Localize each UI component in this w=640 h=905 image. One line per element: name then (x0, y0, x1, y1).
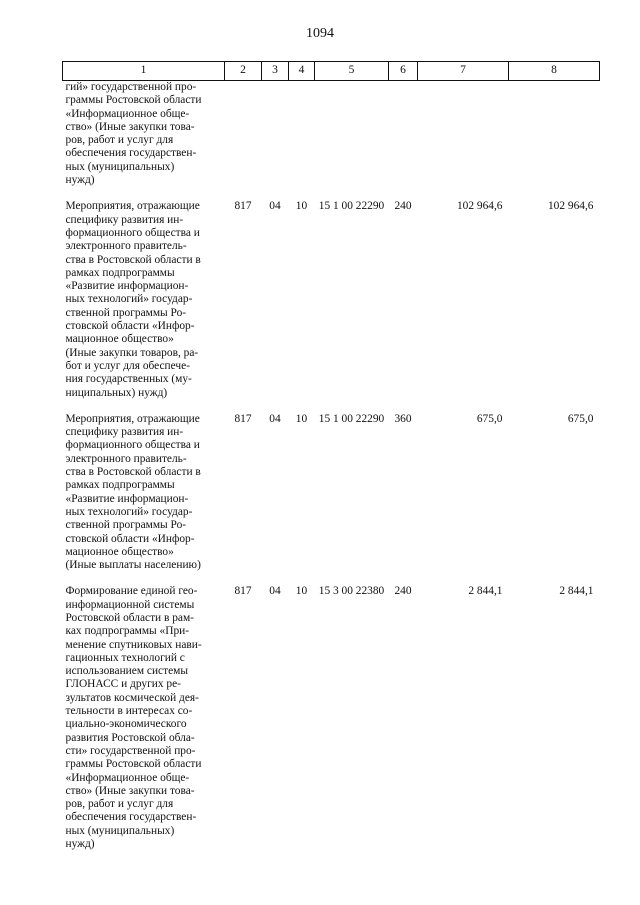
section-code: 04 (269, 412, 281, 425)
column-header: 6 (389, 62, 418, 81)
description-line: гационных технологий с (65, 651, 185, 664)
description-line: Мероприятия, отражающие (65, 200, 200, 213)
description-line: гий» государственной про- (65, 81, 197, 93)
amount-year-1 (418, 81, 509, 188)
description-line: бот и услуг для обеспече- (65, 359, 191, 372)
description-line: ния государственных (му- (65, 373, 192, 386)
subsection-code: 10 (295, 412, 308, 425)
expense-type-code: 240 (394, 585, 412, 598)
description-line: граммы Ростовской области (65, 758, 202, 771)
description-line: формационного общества и (65, 439, 200, 452)
column-header: 4 (289, 62, 315, 81)
subsection-code: 10 (295, 200, 308, 213)
description-line: стовской области «Инфор- (65, 532, 195, 545)
expense-type-code: 360 (394, 412, 412, 425)
description-line: ственной программы Ро- (65, 519, 187, 532)
description-line: ства в Ростовской области в (65, 253, 201, 266)
description-line: электронного правитель- (65, 240, 187, 253)
description-line: ных (муниципальных) (65, 160, 175, 173)
page-number: 1094 (306, 26, 334, 41)
description-line: «Информационное обще- (65, 107, 190, 120)
description-line: ных технологий» государ- (65, 505, 193, 518)
expense-type-code (389, 81, 418, 188)
budget-table (62, 61, 600, 851)
ministry-code: 817 (234, 200, 252, 213)
description-line: ных технологий» государ- (65, 293, 193, 306)
description-line: стовской области «Инфор- (65, 320, 195, 333)
description-line: граммы Ростовской области (65, 94, 202, 107)
row-description (63, 187, 225, 399)
section-code: 04 (269, 585, 281, 598)
description-line: (Иные закупки товаров, ра- (65, 346, 199, 359)
row-description (63, 81, 225, 188)
amount-year-1: 102 964,6 (456, 200, 503, 213)
expense-type-code: 240 (394, 200, 412, 213)
description-line: информационной системы (65, 598, 195, 611)
description-line: формационного общества и (65, 226, 200, 239)
column-header: 2 (225, 62, 262, 81)
description-line: менение спутниковых нави- (65, 638, 202, 651)
description-line: Ростовской области в рам- (65, 611, 194, 624)
description-line: ГЛОНАСС и других ре- (65, 678, 181, 691)
table-row (63, 572, 600, 851)
description-line: ниципальных) нужд) (65, 386, 168, 399)
section-code: 04 (269, 200, 281, 213)
description-line: ства в Ростовской области в (65, 466, 201, 479)
amount-year-1: 2 844,1 (468, 585, 503, 598)
column-header: 3 (262, 62, 289, 81)
description-line: мационное общество» (65, 545, 174, 558)
description-line: нужд) (65, 174, 95, 187)
description-line: ство» (Иные закупки това- (65, 784, 195, 797)
description-line: ках подпрограммы «При- (65, 625, 190, 638)
description-line: рамках подпрограммы (65, 479, 175, 492)
section-code (262, 81, 289, 188)
description-line: использованием системы (65, 665, 188, 678)
table-row (63, 187, 600, 399)
description-line: нужд) (65, 838, 95, 851)
description-line: ров, работ и услуг для (65, 798, 174, 811)
description-line: обеспечения государствен- (65, 147, 197, 160)
target-article-code (315, 81, 389, 188)
description-line: «Развитие информацион- (65, 280, 189, 293)
description-line: Формирование единой гео- (65, 585, 198, 598)
description-line: ственной программы Ро- (65, 306, 187, 319)
ministry-code (225, 81, 262, 188)
description-line: мационное общество» (65, 333, 174, 346)
description-line: тельности в интересах со- (65, 705, 193, 718)
ministry-code: 817 (234, 585, 252, 598)
table-row (63, 81, 600, 188)
amount-year-1: 675,0 (476, 412, 503, 425)
target-article-code: 15 1 00 22290 (318, 200, 385, 213)
description-line: развития Ростовской обла- (65, 731, 195, 744)
row-description (63, 572, 225, 851)
ministry-code: 817 (234, 412, 252, 425)
description-line: «Информационное обще- (65, 771, 190, 784)
column-header: 8 (509, 62, 600, 81)
table-header (63, 62, 600, 81)
amount-year-2 (509, 81, 600, 188)
description-line: специфику развития ин- (65, 426, 184, 439)
description-line: зультатов космической дея- (65, 691, 199, 704)
description-line: обеспечения государствен- (65, 811, 197, 824)
subsection-code: 10 (295, 585, 308, 598)
description-line: ство» (Иные закупки това- (65, 120, 195, 133)
description-line: циально-экономического (65, 718, 187, 731)
description-line: Мероприятия, отражающие (65, 412, 200, 425)
column-header: 5 (315, 62, 389, 81)
description-line: ров, работ и услуг для (65, 134, 174, 147)
target-article-code: 15 1 00 22290 (318, 412, 385, 425)
table-body (63, 81, 600, 852)
description-line: (Иные выплаты населению) (65, 559, 201, 572)
target-article-code: 15 3 00 22380 (318, 585, 385, 598)
description-line: специфику развития ин- (65, 213, 184, 226)
description-line: «Развитие информацион- (65, 492, 189, 505)
description-line: рамках подпрограммы (65, 266, 175, 279)
column-header: 1 (63, 62, 225, 81)
description-line: электронного правитель- (65, 452, 187, 465)
table-row (63, 400, 600, 573)
amount-year-2: 675,0 (567, 412, 594, 425)
subsection-code (289, 81, 315, 188)
column-header: 7 (418, 62, 509, 81)
description-line: сти» государственной про- (65, 744, 196, 757)
row-description (63, 400, 225, 573)
amount-year-2: 102 964,6 (547, 200, 594, 213)
amount-year-2: 2 844,1 (559, 585, 594, 598)
description-line: ных (муниципальных) (65, 824, 175, 837)
